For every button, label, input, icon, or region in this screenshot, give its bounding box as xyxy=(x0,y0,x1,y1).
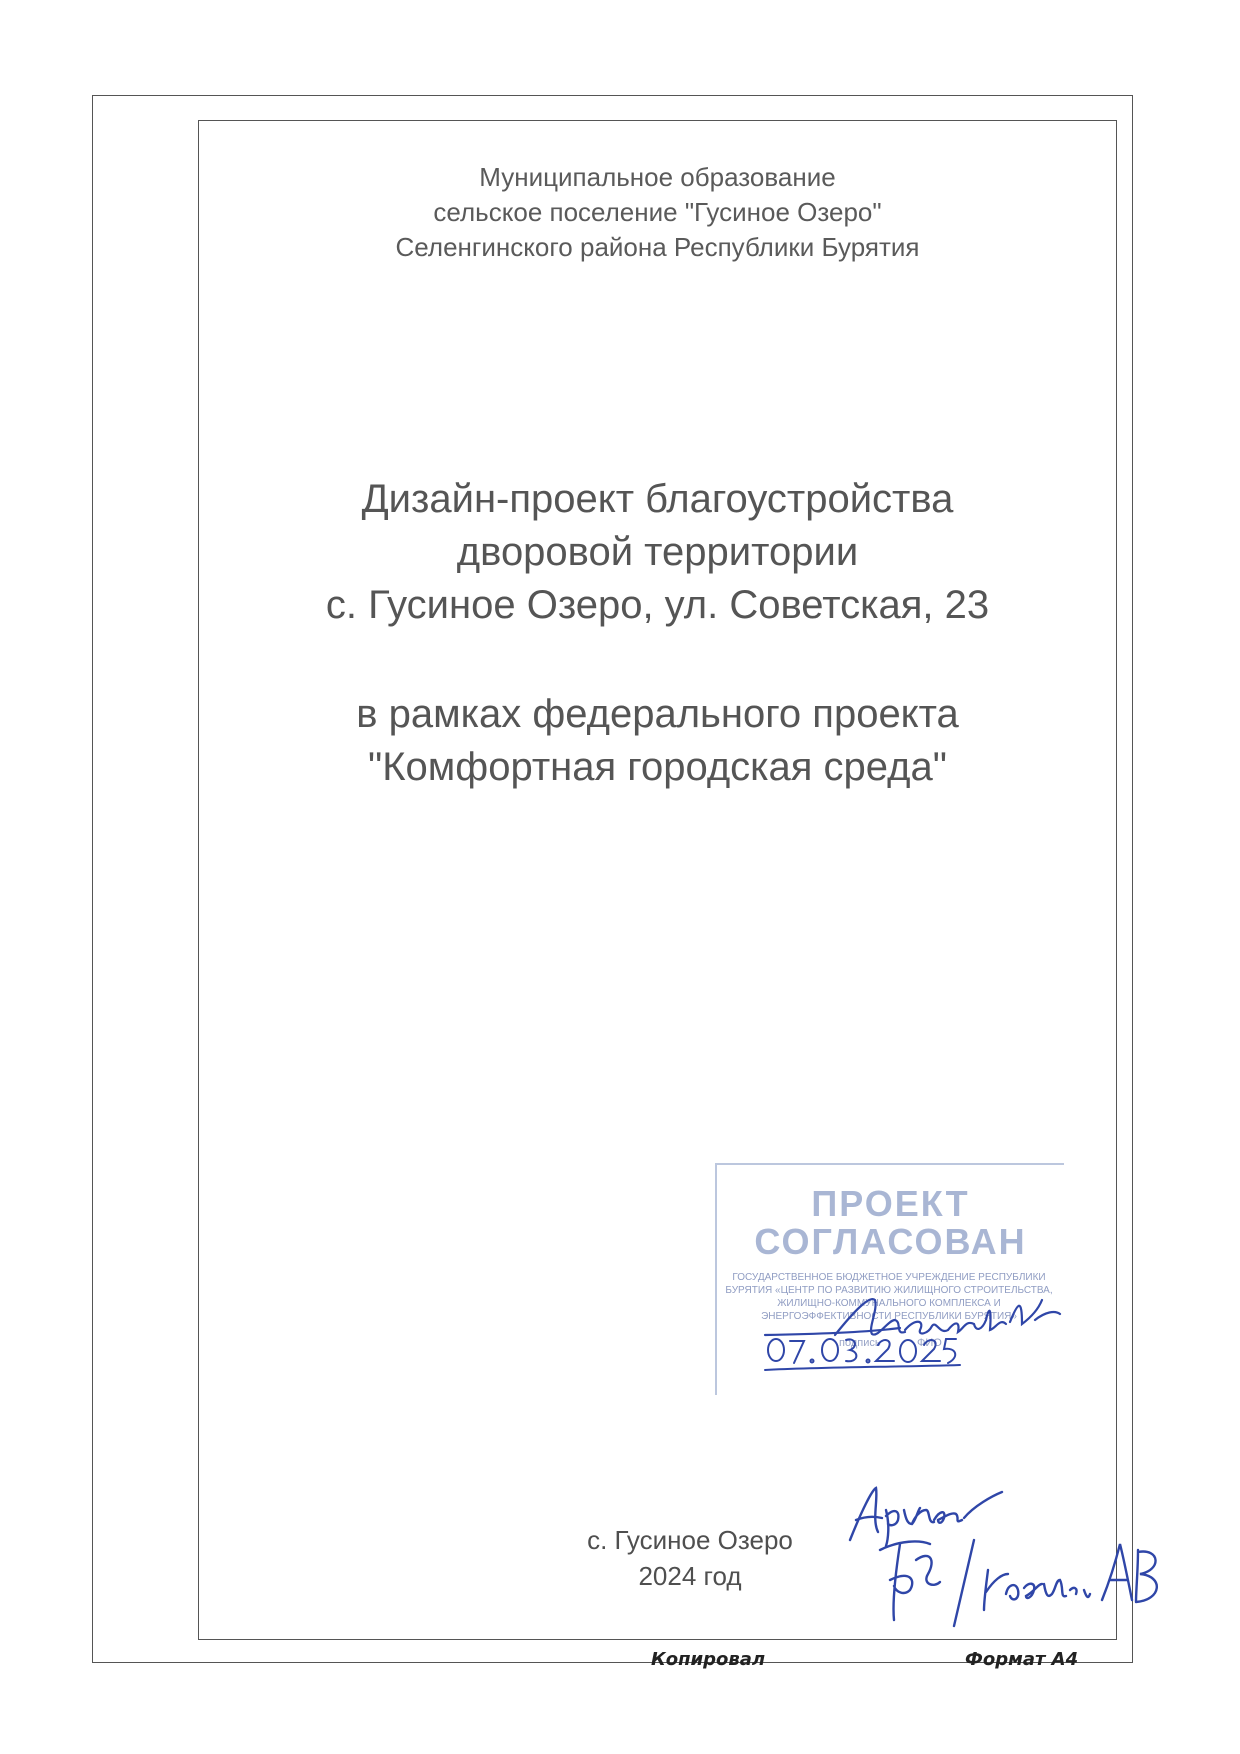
stamp-handwritten-date xyxy=(760,1325,990,1385)
federal-line-1: в рамках федерального проекта xyxy=(356,692,959,736)
title-line-3: с. Гусиное Озеро, ул. Советская, 23 xyxy=(325,583,990,627)
inner-frame xyxy=(198,120,1117,1640)
title-line-1: Дизайн-проект благоустройства xyxy=(361,477,954,521)
handwritten-signature-2 xyxy=(870,1530,1170,1630)
footer-place: с. Гусиное Озеро xyxy=(587,1525,793,1555)
project-title xyxy=(198,473,1117,632)
federal-line-2: "Комфортная городская среда" xyxy=(368,745,947,789)
title-line-2: дворовой территории xyxy=(456,530,859,574)
stamp-fio-caption: ФИО xyxy=(917,1337,942,1349)
municipality-line-2: сельское поселение "Гусиное Озеро" xyxy=(433,197,882,227)
footer-year: 2024 год xyxy=(638,1561,742,1591)
footer-place-year xyxy=(560,1522,820,1594)
frame-label-format: Формат А4 xyxy=(965,1649,1079,1670)
federal-project xyxy=(198,688,1117,794)
stamp-organization: ГОСУДАРСТВЕННОЕ БЮДЖЕТНОЕ УЧРЕЖДЕНИЕ РЕСПУБЛИКИ БУРЯТИЯ «ЦЕНТР ПО РАЗВИТИЮ ЖИЛИЩНОГО СТРОИТЕЛЬСТВА, ЖИЛИЩНО-КОММУНАЛЬНОГО КОМПЛЕКСА И ЭНЕРГОЭФФЕКТИВНОСТИ РЕСПУБЛИКИ БУРЯТИЯ» xyxy=(725,1272,1053,1322)
stamp-title-line-1: ПРОЕКТ xyxy=(811,1183,970,1224)
municipality-header xyxy=(198,160,1117,265)
frame-label-copied: Копировал xyxy=(651,1649,766,1670)
municipality-line-1: Муниципальное образование xyxy=(479,162,836,192)
stamp-title-line-2: СОГЛАСОВАН xyxy=(754,1221,1027,1262)
municipality-line-3: Селенгинского района Республики Бурятия xyxy=(395,232,920,262)
stamp-signature-caption: подпись xyxy=(839,1337,881,1349)
